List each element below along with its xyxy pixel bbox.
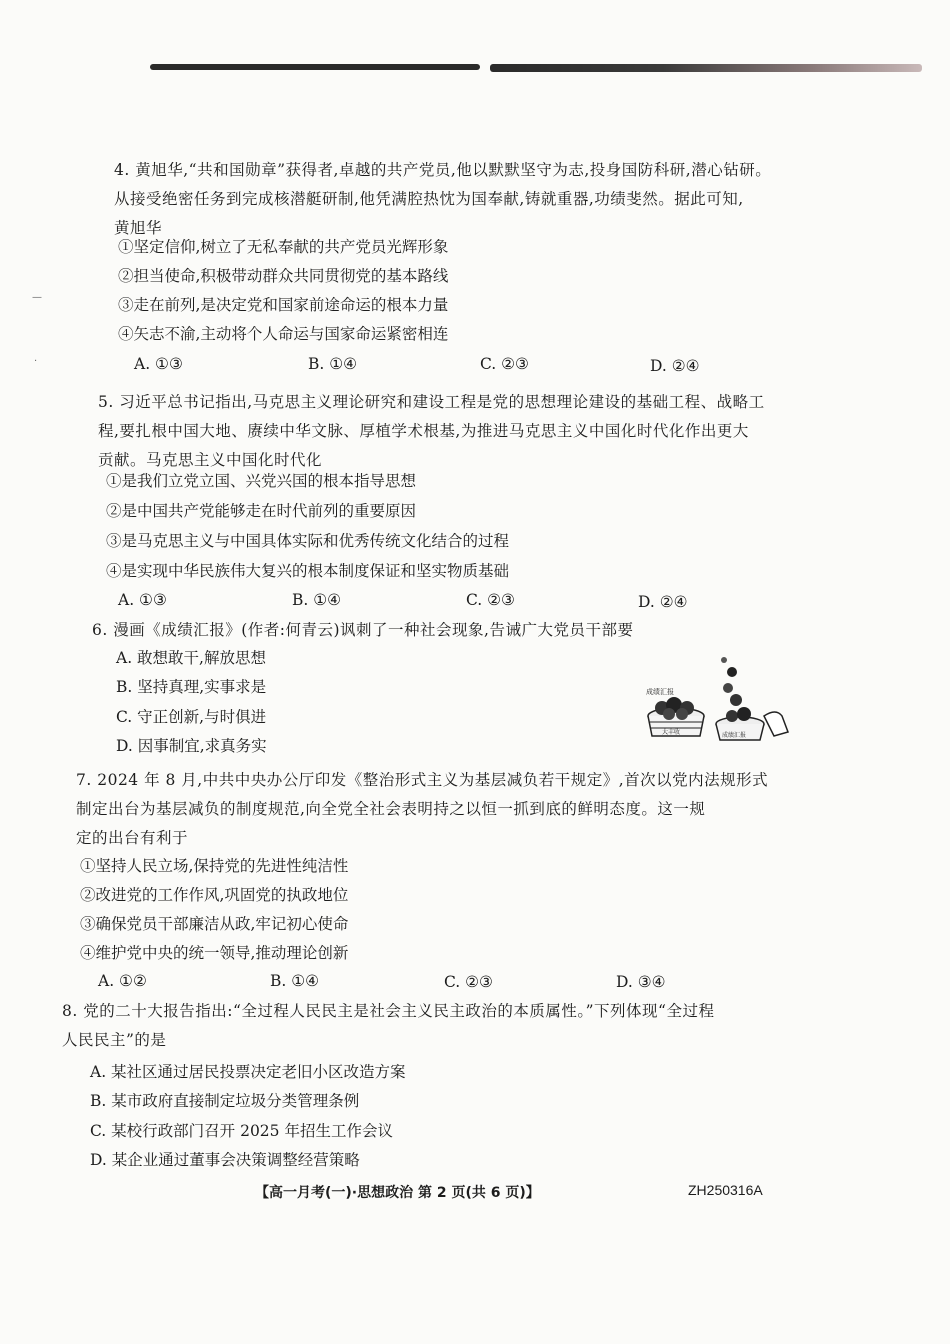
question-8-stem: [62, 997, 714, 1055]
answer-choice: A. ①③: [118, 591, 167, 609]
margin-mark: —: [32, 292, 42, 303]
stem-line: 贡献。马克思主义中国化时代化: [98, 451, 323, 469]
stem-line: 从接受绝密任务到完成核潜艇研制,他凭满腔热忱为国奉献,铸就重器,功绩斐然。据此可知,: [114, 190, 744, 208]
statement: ④矢志不渝,主动将个人命运与国家命运紧密相连: [118, 325, 449, 343]
stem-line: 7. 2024 年 8 月,中共中央办公厅印发《整治形式主义为基层减负若干规定》,首次以党内法规形式: [76, 771, 769, 789]
option: C. 某校行政部门召开 2025 年招生工作会议: [90, 1122, 393, 1140]
statement: ③确保党员干部廉洁从政,牢记初心使命: [80, 915, 349, 933]
stem-line: 定的出台有利于: [76, 829, 189, 847]
option: D. 因事制宜,求真务实: [116, 737, 267, 755]
option: C. 守正创新,与时俱进: [116, 708, 267, 726]
answer-choice: B. ①④: [270, 972, 320, 990]
statement: ②改进党的工作作风,巩固党的执政地位: [80, 886, 349, 904]
answer-choice: C. ②③: [466, 591, 515, 609]
statement: ②担当使命,积极带动群众共同贯彻党的基本路线: [118, 267, 449, 285]
basket-right: [716, 657, 764, 740]
stem-line: 5. 习近平总书记指出,马克思主义理论研究和建设工程是党的思想理论建设的基础工程、战略工: [98, 393, 765, 411]
question-4-stem: [114, 156, 771, 243]
margin-mark: ·: [34, 356, 38, 367]
question-6-stem: [92, 616, 633, 645]
page-footer-title: 【高一月考(一)·思想政治 第 2 页(共 6 页)】: [255, 1185, 540, 1201]
hand-drawing: [764, 712, 788, 736]
stem-line: 制定出台为基层减负的制度规范,向全党全社会表明持之以恒一抓到底的鲜明态度。这一规: [76, 800, 706, 818]
exam-code: ZH250316A: [688, 1182, 763, 1198]
scan-edge-bar-right: [490, 64, 922, 72]
stem-line: 程,要扎根中国大地、赓续中华文脉、厚植学术根基,为推进马克思主义中国化时代化作出更大: [98, 422, 749, 440]
stem-line: 4. 黄旭华,“共和国勋章”获得者,卓越的共产党员,他以默默坚守为志,投身国防科研,潜心钻研。: [114, 161, 772, 179]
option: A. 敢想敢干,解放思想: [116, 649, 266, 667]
answer-choice: A. ①③: [134, 355, 183, 373]
cartoon-label: 大丰收: [662, 729, 681, 736]
option: D. 某企业通过董事会决策调整经营策略: [90, 1151, 360, 1169]
answer-choice: D. ②④: [638, 593, 688, 611]
stem-line: 6. 漫画《成绩汇报》(作者:何青云)讽刺了一种社会现象,告诫广大党员干部要: [92, 621, 634, 639]
option: B. 某市政府直接制定垃圾分类管理条例: [90, 1092, 360, 1110]
answer-choice: B. ①④: [292, 591, 342, 609]
answer-choice: A. ①②: [98, 972, 147, 990]
question-5-stem: [98, 388, 765, 475]
answer-choice: B. ①④: [308, 355, 358, 373]
answer-choice: C. ②③: [480, 355, 529, 373]
stem-line: 8. 党的二十大报告指出:“全过程人民民主是社会主义民主政治的本质属性。”下列体现“全过程: [62, 1002, 715, 1020]
option: A. 某社区通过居民投票决定老旧小区改造方案: [90, 1063, 406, 1081]
statement: ④是实现中华民族伟大复兴的根本制度保证和坚实物质基础: [106, 562, 510, 580]
option: B. 坚持真理,实事求是: [116, 678, 267, 696]
cartoon-label: 成绩汇报: [646, 688, 674, 696]
answer-choice: D. ③④: [616, 973, 666, 991]
cartoon-label: 成绩汇报: [722, 732, 747, 739]
statement: ①坚持人民立场,保持党的先进性纯洁性: [80, 857, 349, 875]
answer-choice: D. ②④: [650, 357, 700, 375]
statement: ②是中国共产党能够走在时代前列的重要原因: [106, 502, 417, 520]
statement: ③是马克思主义与中国具体实际和优秀传统文化结合的过程: [106, 532, 510, 550]
stem-line: 黄旭华: [114, 219, 163, 237]
statement: ③走在前列,是决定党和国家前途命运的根本力量: [118, 296, 449, 314]
basket-left: [646, 687, 704, 736]
question-7-stem: [76, 766, 768, 853]
statement: ①是我们立党立国、兴党兴国的根本指导思想: [106, 472, 417, 490]
answer-choice: C. ②③: [444, 973, 493, 991]
statement: ④维护党中央的统一领导,推动理论创新: [80, 944, 349, 962]
scan-edge-bar-left: [150, 64, 480, 70]
stem-line: 人民民主”的是: [62, 1031, 167, 1049]
cartoon-illustration: [636, 650, 796, 746]
statement: ①坚定信仰,树立了无私奉献的共产党员光辉形象: [118, 238, 449, 256]
